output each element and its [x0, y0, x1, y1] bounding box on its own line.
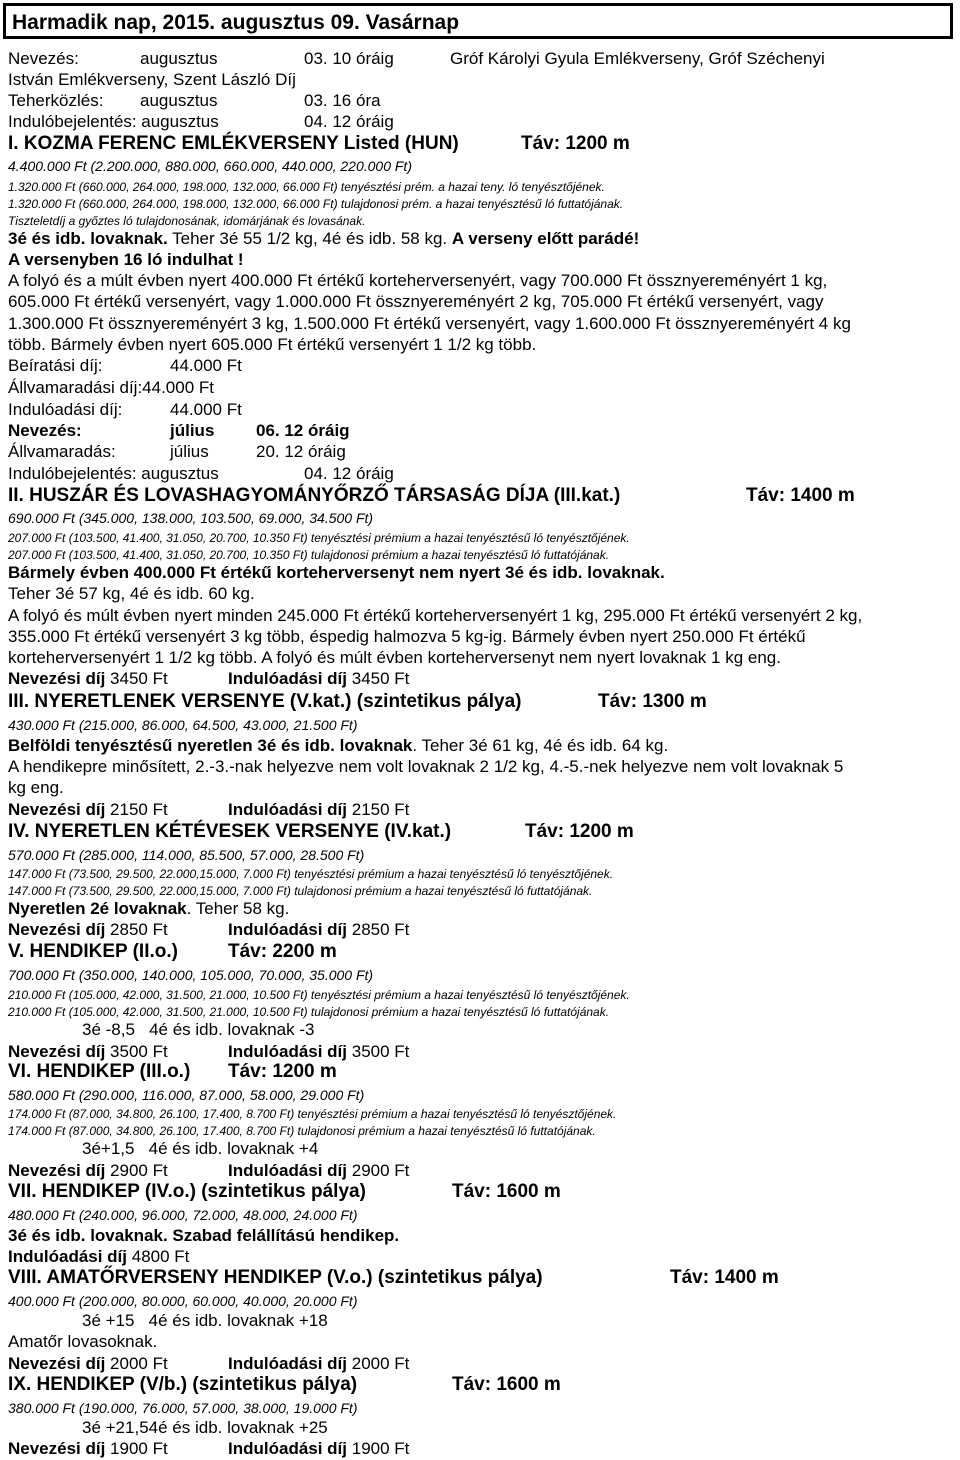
race5-fees [8, 1042, 410, 1062]
race7-prizes: 480.000 Ft (240.000, 96.000, 72.000, 48.000, 24.000 Ft) [8, 1207, 358, 1223]
fee-value: 3450 Ft [105, 669, 168, 688]
fee-label: Nevezési díj [8, 1439, 106, 1458]
fee-row [8, 400, 242, 420]
race4-breeder: 147.000 Ft (73.500, 29.500, 22.000,15.000, 7.000 Ft) tenyésztési prémium a hazai tenyésztésű ló tenyésztőjének. [8, 867, 614, 881]
race9-handicap: 3é +21,54é és idb. lovaknak +25 [82, 1418, 328, 1437]
race9-title-line [8, 1374, 561, 1395]
fee-value: 2850 Ft [105, 920, 168, 939]
deadline-date: 06. 12 óráig [256, 421, 350, 440]
race7-distance: Táv: 1600 m [452, 1181, 561, 1202]
fee-value: 2150 Ft [347, 800, 410, 819]
fee-label: Nevezési díj [8, 1042, 106, 1061]
race4-owner: 147.000 Ft (73.500, 29.500, 22.000,15.000, 7.000 Ft) tulajdonosi prémium a hazai tenyésztésű ló futtatójának. [8, 884, 593, 898]
deadline-row [8, 421, 350, 441]
race1-conditions [8, 229, 639, 249]
race4-title-line [8, 821, 634, 842]
cond-text: Teher 3é 55 1/2 kg, 4é és idb. 58 kg. [167, 229, 452, 248]
fee-value: 2900 Ft [347, 1161, 410, 1180]
indulo-line [8, 112, 394, 132]
deadline: 03. 10 óráig [304, 49, 394, 68]
fee-value: 2850 Ft [347, 920, 410, 939]
race7-conditions: 3é és idb. lovaknak. Szabad felállítású hendikep. [8, 1226, 400, 1245]
deadline-date: 20. 12 óráig [256, 442, 346, 461]
deadline-month: július [170, 421, 215, 440]
fee-label: Indulóadási díj [228, 920, 348, 939]
race1-distance: Táv: 1200 m [521, 133, 630, 154]
race5-owner: 210.000 Ft (105.000, 42.000, 31.500, 21.000, 10.500 Ft) tulajdonosi prémium a hazai tenyésztésű ló futtatójának. [8, 1005, 610, 1019]
fee-value: 3500 Ft [105, 1042, 168, 1061]
deadline: 03. 16 óra [304, 91, 381, 110]
race2-body-0: A folyó és múlt évben nyert minden 245.000 Ft értékű korteherversenyért 1 kg, 295.000 Ft értékű versenyért 2 kg, [8, 606, 863, 625]
month: augusztus [140, 91, 218, 110]
race2-fees [8, 669, 410, 689]
start-fee [228, 669, 409, 689]
fee-label: Állvamaradási díj: [8, 378, 143, 397]
race2-title-line [8, 485, 855, 506]
fee-value: 2000 Ft [347, 1354, 410, 1373]
race7-fees [8, 1247, 189, 1267]
race2-owner: 207.000 Ft (103.500, 41.400, 31.050, 20.700, 10.350 Ft) tulajdonosi prémium a hazai tenyésztésű ló futtatójának. [8, 548, 610, 562]
nevezes-cont: István Emlékverseny, Szent László Díj [8, 70, 296, 89]
race3-title-line [8, 691, 707, 712]
fee-value: 44.000 Ft [170, 400, 242, 419]
race9-distance: Táv: 1600 m [452, 1374, 561, 1395]
race3-fees [8, 800, 410, 820]
race4-fees [8, 920, 410, 940]
race1-body-1: 605.000 Ft értékű versenyért, vagy 1.000.000 Ft össznyereményért 2 kg, 705.000 Ft értékű versenyért, vagy [8, 292, 824, 311]
race2-body-1: 355.000 Ft értékű versenyért 3 kg több, éspedig halmozva 5 kg-ig. Bármely évben nyert 250.000 Ft értékű [8, 627, 806, 646]
race8-handicap: 3é +15 4é és idb. lovaknak +18 [82, 1311, 328, 1330]
race1-body-3: több. Bármely évben nyert 605.000 Ft értékű versenyért 1 1/2 kg több. [8, 335, 537, 354]
label: Nevezés: [8, 49, 79, 68]
race8-prizes: 400.000 Ft (200.000, 80.000, 60.000, 40.000, 20.000 Ft) [8, 1293, 358, 1309]
fee-label: Nevezési díj [8, 920, 106, 939]
fee-label: Indulóadási díj [228, 1042, 348, 1061]
fee-label: Indulóadási díj [228, 669, 348, 688]
start-fee [228, 920, 409, 940]
race6-handicap: 3é+1,5 4é és idb. lovaknak +4 [82, 1139, 319, 1158]
start-fee [228, 1042, 409, 1062]
race1-honor: Tiszteletdíj a győztes ló tulajdonosának, idomárjának és lovasának. [8, 214, 366, 228]
deadline-label: Állvamaradás: [8, 442, 116, 461]
fee-value: 3500 Ft [347, 1042, 410, 1061]
fee-label: Indulóadási díj [8, 1247, 128, 1266]
race6-title: VI. HENDIKEP (III.o.) [8, 1061, 191, 1082]
race1-body-0: A folyó és a múlt évben nyert 400.000 Ft értékű korteherversenyért, vagy 700.000 Ft össznyereményért 1 kg, [8, 271, 828, 290]
deadline-row [8, 464, 394, 484]
race5-title: V. HENDIKEP (II.o.) [8, 941, 178, 962]
fee-value: 4800 Ft [127, 1247, 190, 1266]
fee-value: 2150 Ft [105, 800, 168, 819]
deadline-month: július [170, 442, 209, 461]
fee-row [8, 356, 242, 376]
race2-title: II. HUSZÁR ÉS LOVASHAGYOMÁNYŐRZŐ TÁRSASÁG DÍJA (III.kat.) [8, 485, 621, 506]
race3-body-0: A hendikepre minősített, 2.-3.-nak helyezve nem volt lovaknak 2 1/2 kg, 4.-5.-nek helyezve nem volt lovaknak 5 [8, 757, 844, 776]
race8-distance: Táv: 1400 m [670, 1267, 779, 1288]
race2-body-2: korteherversenyért 1 1/2 kg több. A folyó és múlt évben korteherversenyt nem nyert lovaknak 1 kg eng. [8, 648, 781, 667]
fee-value: 1900 Ft [105, 1439, 168, 1458]
race1-title: I. KOZMA FERENC EMLÉKVERSENY Listed (HUN) [8, 133, 459, 154]
fee-label: Nevezési díj [8, 1354, 106, 1373]
race9-title: IX. HENDIKEP (V/b.) (szintetikus pálya) [8, 1374, 358, 1395]
label: Indulóbejelentés: augusztus [8, 112, 219, 131]
fee-label: Indulóadási díj [228, 1161, 348, 1180]
start-fee [228, 800, 409, 820]
race9-fees [8, 1439, 410, 1459]
race3-prizes: 430.000 Ft (215.000, 86.000, 64.500, 43.000, 21.500 Ft) [8, 717, 358, 733]
race6-prizes: 580.000 Ft (290.000, 116.000, 87.000, 58.000, 29.000 Ft) [8, 1087, 365, 1103]
race6-owner: 174.000 Ft (87.000, 34.800, 26.100, 17.400, 8.700 Ft) tulajdonosi prémium a hazai tenyésztésű ló futtatójának. [8, 1124, 596, 1138]
race4-conditions [8, 899, 289, 919]
race3-distance: Táv: 1300 m [598, 691, 707, 712]
fee-row [8, 378, 214, 398]
fee-value: 3450 Ft [347, 669, 410, 688]
race6-title-line [8, 1061, 337, 1082]
fee-value: 44.000 Ft [142, 378, 214, 397]
race1-body-2: 1.300.000 Ft össznyereményért 3 kg, 1.500.000 Ft értékű versenyért, vagy 1.600.000 Ft össznyereményért 4 kg [8, 314, 851, 333]
start-fee [228, 1161, 409, 1181]
fee-value: 44.000 Ft [170, 356, 242, 375]
fee-label: Nevezési díj [8, 669, 106, 688]
cond-bold: Nyeretlen 2é lovaknak [8, 899, 187, 918]
race6-distance: Táv: 1200 m [228, 1061, 337, 1082]
race2-distance: Táv: 1400 m [746, 485, 855, 506]
fee-label: Indulóadási díj: [8, 400, 123, 419]
race2-breeder: 207.000 Ft (103.500, 41.400, 31.050, 20.700, 10.350 Ft) tenyésztési prémium a hazai tenyésztésű ló tenyésztőjének. [8, 531, 630, 545]
cond-text: . Teher 3é 61 kg, 4é és idb. 64 kg. [412, 736, 669, 755]
race3-conditions [8, 736, 668, 756]
race8-title-line [8, 1267, 779, 1288]
deadline-label: Indulóbejelentés: augusztus [8, 464, 219, 483]
label: Teherközlés: [8, 91, 104, 110]
teherkozles-line [8, 91, 381, 111]
race8-note: Amatőr lovasoknak. [8, 1332, 158, 1351]
day-header-box [3, 3, 953, 39]
parade: A verseny előtt parádé! [451, 229, 640, 248]
fee-value: 2000 Ft [105, 1354, 168, 1373]
race1-breeder: 1.320.000 Ft (660.000, 264.000, 198.000, 132.000, 66.000 Ft) tenyésztési prém. a hazai teny. ló tenyésztőjének. [8, 180, 605, 194]
race4-title: IV. NYERETLEN KÉTÉVESEK VERSENYE (IV.kat.) [8, 821, 452, 842]
race3-title: III. NYERETLENEK VERSENYE (V.kat.) (szintetikus pálya) [8, 691, 522, 712]
race5-handicap: 3é -8,5 4é és idb. lovaknak -3 [82, 1020, 315, 1039]
race1-title-line [8, 133, 630, 154]
deadline-date: 04. 12 óráig [304, 464, 394, 483]
race6-fees [8, 1161, 410, 1181]
race-list: Gróf Károlyi Gyula Emlékverseny, Gróf Széchenyi [450, 49, 825, 68]
race9-prizes: 380.000 Ft (190.000, 76.000, 57.000, 38.000, 19.000 Ft) [8, 1400, 358, 1416]
cond-bold: Belföldi tenyésztésű nyeretlen 3é és idb. lovaknak [8, 736, 413, 755]
day-header-title: Harmadik nap, 2015. augusztus 09. Vasárnap [12, 11, 460, 34]
race1-owner: 1.320.000 Ft (660.000, 264.000, 198.000, 132.000, 66.000 Ft) tulajdonosi prém. a hazai tenyésztésű ló futtatójának. [8, 197, 624, 211]
race4-distance: Táv: 1200 m [525, 821, 634, 842]
fee-label: Nevezési díj [8, 1161, 106, 1180]
fee-value: 1900 Ft [347, 1439, 410, 1458]
race2-prizes: 690.000 Ft (345.000, 138.000, 103.500, 69.000, 34.500 Ft) [8, 510, 374, 526]
race1-prizes: 4.400.000 Ft (2.200.000, 880.000, 660.000, 440.000, 220.000 Ft) [8, 158, 412, 174]
race1-max-runners: A versenyben 16 ló indulhat ! [8, 250, 244, 269]
race8-title: VIII. AMATŐRVERSENY HENDIKEP (V.o.) (szintetikus pálya) [8, 1267, 543, 1288]
fee-label: Indulóadási díj [228, 1439, 348, 1458]
race7-title: VII. HENDIKEP (IV.o.) (szintetikus pálya) [8, 1181, 366, 1202]
race6-breeder: 174.000 Ft (87.000, 34.800, 26.100, 17.400, 8.700 Ft) tenyésztési prémium a hazai tenyésztésű ló tenyésztőjének. [8, 1107, 617, 1121]
deadline-label: Nevezés: [8, 421, 82, 440]
start-fee [228, 1354, 409, 1374]
race5-distance: Táv: 2200 m [228, 941, 337, 962]
nevezes-line [8, 49, 825, 69]
cond-bold: 3é és idb. lovaknak. [8, 229, 168, 248]
fee-label: Beíratási díj: [8, 356, 103, 375]
race2-conditions: Bármely évben 400.000 Ft értékű korteherversenyt nem nyert 3é és idb. lovaknak. [8, 563, 665, 582]
race4-prizes: 570.000 Ft (285.000, 114.000, 85.500, 57.000, 28.500 Ft) [8, 847, 365, 863]
race7-title-line [8, 1181, 561, 1202]
cond-text: . Teher 58 kg. [186, 899, 290, 918]
race5-breeder: 210.000 Ft (105.000, 42.000, 31.500, 21.000, 10.500 Ft) tenyésztési prémium a hazai tenyésztésű ló tenyésztőjének. [8, 988, 630, 1002]
race2-weight: Teher 3é 57 kg, 4é és idb. 60 kg. [8, 584, 255, 603]
race5-prizes: 700.000 Ft (350.000, 140.000, 105.000, 70.000, 35.000 Ft) [8, 967, 374, 983]
deadline: 04. 12 óráig [304, 112, 394, 131]
fee-label: Nevezési díj [8, 800, 106, 819]
month: augusztus [140, 49, 218, 68]
deadline-row [8, 442, 346, 462]
fee-label: Indulóadási díj [228, 800, 348, 819]
race3-body-1: kg eng. [8, 778, 64, 797]
start-fee [228, 1439, 409, 1459]
race5-title-line [8, 941, 337, 962]
fee-value: 2900 Ft [105, 1161, 168, 1180]
race8-fees [8, 1354, 410, 1374]
fee-label: Indulóadási díj [228, 1354, 348, 1373]
